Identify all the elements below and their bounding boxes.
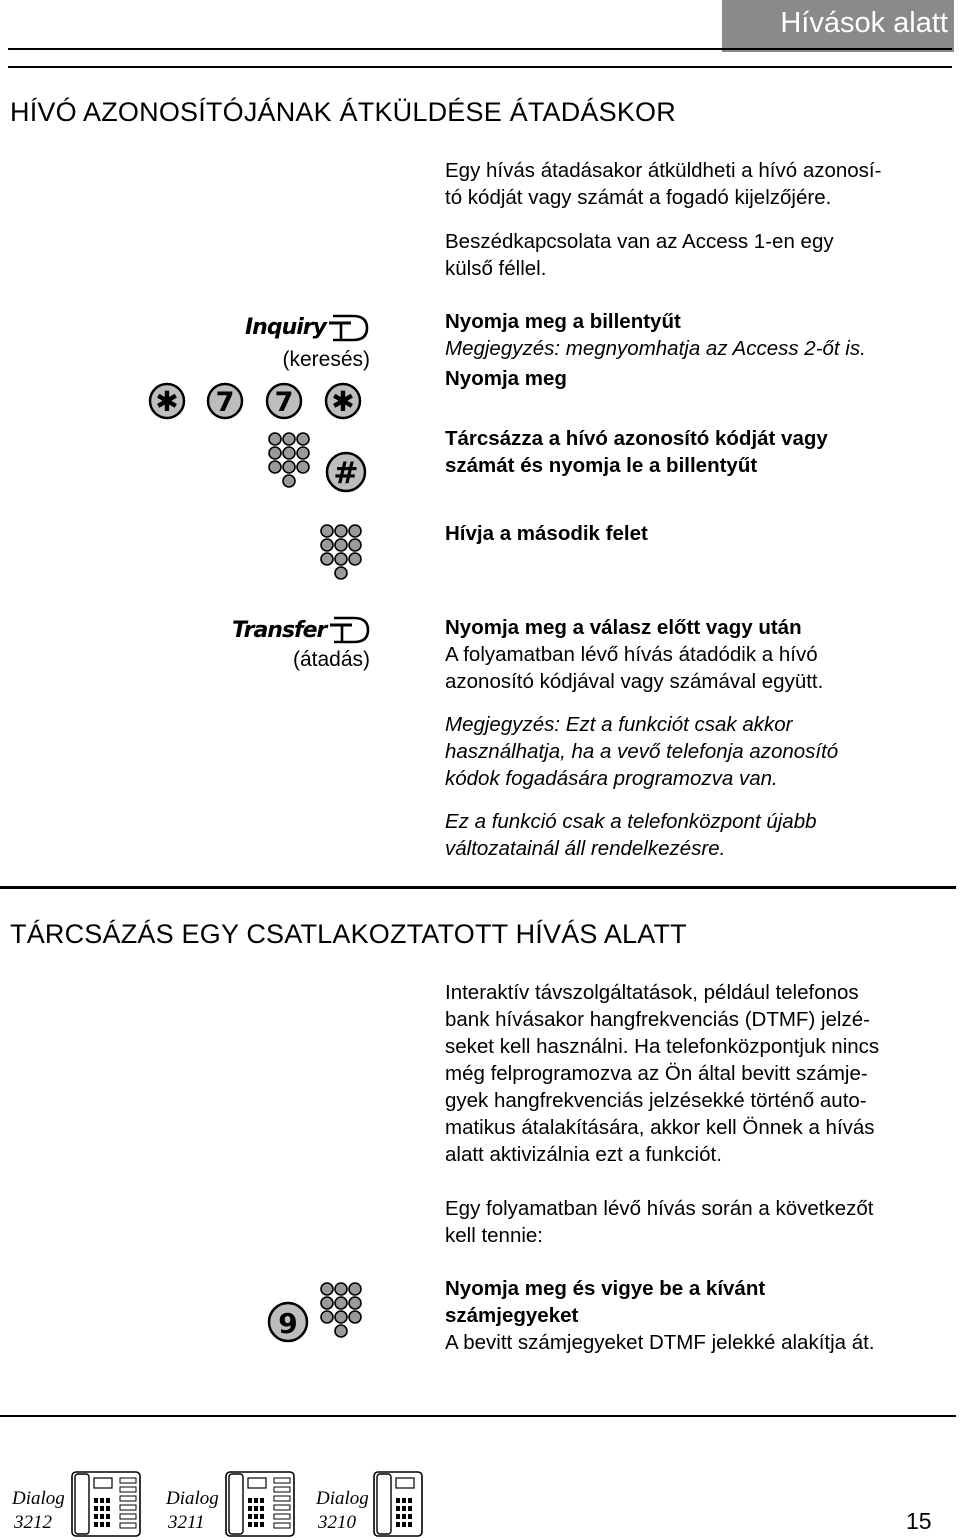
phone-part — [408, 1506, 412, 1511]
phone-part — [248, 1514, 252, 1519]
phone-part — [274, 1487, 290, 1492]
phone-brand: Dialog — [316, 1488, 369, 1509]
phone-part — [94, 1522, 98, 1527]
phone-part — [254, 1498, 258, 1503]
phone-part — [120, 1514, 136, 1519]
phone-part — [408, 1514, 412, 1519]
star-key-icon[interactable] — [324, 382, 362, 425]
step-line: számát és nyomja le a billentyűt — [445, 454, 758, 477]
note-line: Ez a funkció csak a telefonközpont újabb — [445, 810, 817, 833]
keypad-key — [283, 461, 295, 473]
phone-part — [274, 1514, 290, 1519]
keypad-key — [283, 433, 295, 445]
note-line: változatainál áll rendelkezésre. — [445, 837, 726, 860]
phone-part — [106, 1522, 110, 1527]
handset-key-icon — [327, 312, 371, 344]
keypad-key — [321, 1311, 333, 1323]
keypad-key — [335, 1325, 347, 1337]
phone-part — [248, 1478, 266, 1488]
step-line: Tárcsázza a hívó azonosító kódját vagy — [445, 427, 828, 450]
hash-key-icon[interactable] — [324, 450, 368, 499]
step-enter-digits — [445, 1275, 945, 1356]
keypad-key — [335, 1283, 347, 1295]
step-instruction: Nyomja meg és vigye be a kívánt — [445, 1277, 766, 1300]
phone-part — [100, 1514, 104, 1519]
phone-part — [396, 1506, 400, 1511]
digit-7-key-icon[interactable] — [206, 382, 244, 425]
phone-model: 3210 — [318, 1512, 356, 1533]
keypad-key — [335, 1297, 347, 1309]
intro-line: Egy hívás átadásakor átküldheti a hívó azonosí- — [445, 159, 882, 182]
phone-part — [94, 1498, 98, 1503]
step-instruction: Nyomja meg a billentyűt — [445, 310, 681, 333]
step-press-transfer — [445, 614, 945, 695]
page-header-title: Hívások alatt — [780, 7, 948, 39]
phone-part — [396, 1478, 414, 1488]
step-call-second-party: Hívja a második felet — [445, 522, 648, 545]
keypad-key — [321, 1297, 333, 1309]
keypad-key — [349, 525, 361, 537]
keypad-key — [297, 447, 309, 459]
header-rule — [8, 48, 952, 50]
intro-line: bank hívásakor hangfrekvenciás (DTMF) jelzé- — [445, 1008, 870, 1031]
keypad-grid — [268, 432, 312, 490]
keypad-key — [283, 447, 295, 459]
inquiry-key-label: Inquiry — [245, 315, 326, 340]
note-line: Megjegyzés: Ezt a funkciót csak akkor — [445, 713, 793, 736]
intro-line: tó kódját vagy számát a fogadó kijelzőjére. — [445, 186, 832, 209]
phone-part — [94, 1478, 112, 1488]
precondition-line: Beszédkapcsolata van az Access 1-en egy — [445, 230, 834, 253]
key-glyph: ✱ — [155, 385, 179, 418]
step-line: A bevitt számjegyeket DTMF jelekké alakítja át. — [445, 1331, 875, 1354]
keypad-key — [297, 461, 309, 473]
phone-part — [396, 1522, 400, 1527]
keypad-icon[interactable] — [268, 432, 312, 490]
handset-key-icon — [328, 614, 372, 646]
step-instruction: számjegyeket — [445, 1304, 579, 1327]
header-rule-left — [8, 66, 722, 68]
phone-model: 3211 — [168, 1512, 205, 1533]
keypad-key — [349, 539, 361, 551]
keypad-grid — [320, 524, 364, 582]
phone-brand: Dialog — [166, 1488, 219, 1509]
inquiry-caption: (keresés) — [282, 348, 370, 371]
phone-part — [94, 1514, 98, 1519]
phone-part — [94, 1506, 98, 1511]
key-glyph: 7 — [215, 387, 235, 418]
keypad-key — [349, 1283, 361, 1295]
page-number: 15 — [906, 1508, 932, 1534]
keypad-icon[interactable] — [320, 1282, 364, 1340]
phone-part — [120, 1496, 136, 1501]
phone-part — [274, 1478, 290, 1483]
phone-part — [408, 1498, 412, 1503]
phone-part — [377, 1474, 391, 1534]
keypad-key — [335, 553, 347, 565]
section2-intro — [445, 979, 945, 1168]
step-line: azonosító kódjával vagy számával együtt. — [445, 670, 824, 693]
digit-9-key-icon[interactable] — [266, 1300, 310, 1349]
keypad-key — [335, 539, 347, 551]
transfer-key-label: Transfer — [232, 618, 327, 643]
section-title-caller-id-transfer: HÍVÓ AZONOSÍTÓJÁNAK ÁTKÜLDÉSE ÁTADÁSKOR — [10, 97, 676, 127]
keypad-key — [321, 539, 333, 551]
inquiry-key[interactable] — [245, 312, 375, 346]
phone-part — [402, 1506, 406, 1511]
header-rule-right — [722, 66, 952, 68]
note-receiver-programming — [445, 711, 945, 792]
intro-line: Interaktív távszolgáltatások, például telefonos — [445, 981, 859, 1004]
intro-line: matikus átalakítására, akkor kell Önnek a hívás — [445, 1116, 875, 1139]
precondition-line: Egy folyamatban lévő hívás során a következőt — [445, 1197, 874, 1220]
phone-part — [100, 1498, 104, 1503]
phone-part — [120, 1478, 136, 1483]
section1-intro — [445, 157, 945, 211]
phone-model-3211 — [166, 1468, 296, 1538]
keypad-key — [349, 553, 361, 565]
keypad-key — [349, 1297, 361, 1309]
keypad-key — [335, 525, 347, 537]
keypad-key — [269, 461, 281, 473]
star-key-icon[interactable] — [148, 382, 186, 425]
key-glyph: 7 — [274, 387, 294, 418]
intro-line: alatt aktivizálnia ezt a funkciót. — [445, 1143, 722, 1166]
precondition-line: kell tennie: — [445, 1224, 544, 1247]
keypad-key — [269, 433, 281, 445]
phone-part — [396, 1498, 400, 1503]
phone-part — [120, 1523, 136, 1528]
phone-part — [100, 1506, 104, 1511]
keypad-grid — [320, 1282, 364, 1340]
key-glyph: # — [333, 456, 359, 491]
phone-part — [274, 1505, 290, 1510]
step-press-inquiry — [445, 308, 945, 392]
phone-brand: Dialog — [12, 1488, 65, 1509]
keypad-key — [349, 1311, 361, 1323]
footer-rule — [0, 1415, 956, 1417]
phone-model: 3212 — [14, 1512, 52, 1533]
keypad-key — [335, 1311, 347, 1323]
telephone-icon — [372, 1468, 424, 1538]
phone-part — [248, 1522, 252, 1527]
section-title-dtmf-dialing: TÁRCSÁZÁS EGY CSATLAKOZTATOTT HÍVÁS ALATT — [10, 919, 687, 949]
transfer-key[interactable] — [232, 614, 377, 648]
phone-part — [254, 1506, 258, 1511]
phone-part — [106, 1498, 110, 1503]
phone-part — [402, 1522, 406, 1527]
key-sequence — [148, 382, 368, 422]
phone-part — [274, 1496, 290, 1501]
telephone-icon — [224, 1468, 296, 1538]
telephone-icon — [70, 1468, 142, 1538]
keypad-key — [335, 567, 347, 579]
key-glyph: 9 — [278, 1307, 298, 1340]
keypad-key — [321, 1283, 333, 1295]
keypad-key — [283, 475, 295, 487]
step-instruction: Nyomja meg a válasz előtt vagy után — [445, 616, 802, 639]
note-newer-versions — [445, 808, 945, 862]
key-glyph: ✱ — [331, 385, 355, 418]
phone-part — [396, 1514, 400, 1519]
phone-part — [229, 1474, 243, 1534]
phone-part — [260, 1506, 264, 1511]
phone-part — [260, 1498, 264, 1503]
phone-part — [248, 1498, 252, 1503]
keypad-key — [321, 553, 333, 565]
phone-part — [120, 1487, 136, 1492]
intro-line: még felprogramozva az Ön által bevitt számje- — [445, 1062, 868, 1085]
phone-part — [402, 1514, 406, 1519]
note-line: használhatja, ha a vevő telefonja azonosító — [445, 740, 839, 763]
keypad-key — [269, 447, 281, 459]
digit-7-key-icon[interactable] — [265, 382, 303, 425]
step-note: Megjegyzés: megnyomhatja az Access 2-őt is. — [445, 337, 866, 360]
phone-part — [254, 1522, 258, 1527]
phone-part — [402, 1498, 406, 1503]
section2-precondition — [445, 1195, 945, 1249]
transfer-caption: (átadás) — [292, 648, 370, 671]
keypad-key — [297, 433, 309, 445]
phone-part — [106, 1514, 110, 1519]
intro-line: seket kell használni. Ha telefonközpontjuk nincs — [445, 1035, 880, 1058]
phone-model-3212 — [12, 1468, 142, 1538]
phone-part — [260, 1514, 264, 1519]
phone-part — [274, 1523, 290, 1528]
phone-part — [408, 1522, 412, 1527]
step-dial-code — [445, 425, 945, 479]
intro-line: gyek hangfrekvenciás jelzésekké történő auto- — [445, 1089, 867, 1112]
keypad-key — [321, 525, 333, 537]
phone-part — [106, 1506, 110, 1511]
phone-part — [254, 1514, 258, 1519]
phone-part — [120, 1505, 136, 1510]
section1-precondition — [445, 228, 945, 282]
keypad-icon[interactable] — [320, 524, 364, 582]
step-line: A folyamatban lévő hívás átadódik a hívó — [445, 643, 818, 666]
phone-part — [75, 1474, 89, 1534]
note-line: kódok fogadására programozva van. — [445, 767, 778, 790]
step-instruction: Nyomja meg — [445, 367, 567, 390]
phone-part — [100, 1522, 104, 1527]
phone-model-3210 — [316, 1468, 426, 1538]
phone-part — [248, 1506, 252, 1511]
phone-part — [260, 1522, 264, 1527]
precondition-line: külső féllel. — [445, 257, 547, 280]
section-rule — [0, 886, 956, 889]
